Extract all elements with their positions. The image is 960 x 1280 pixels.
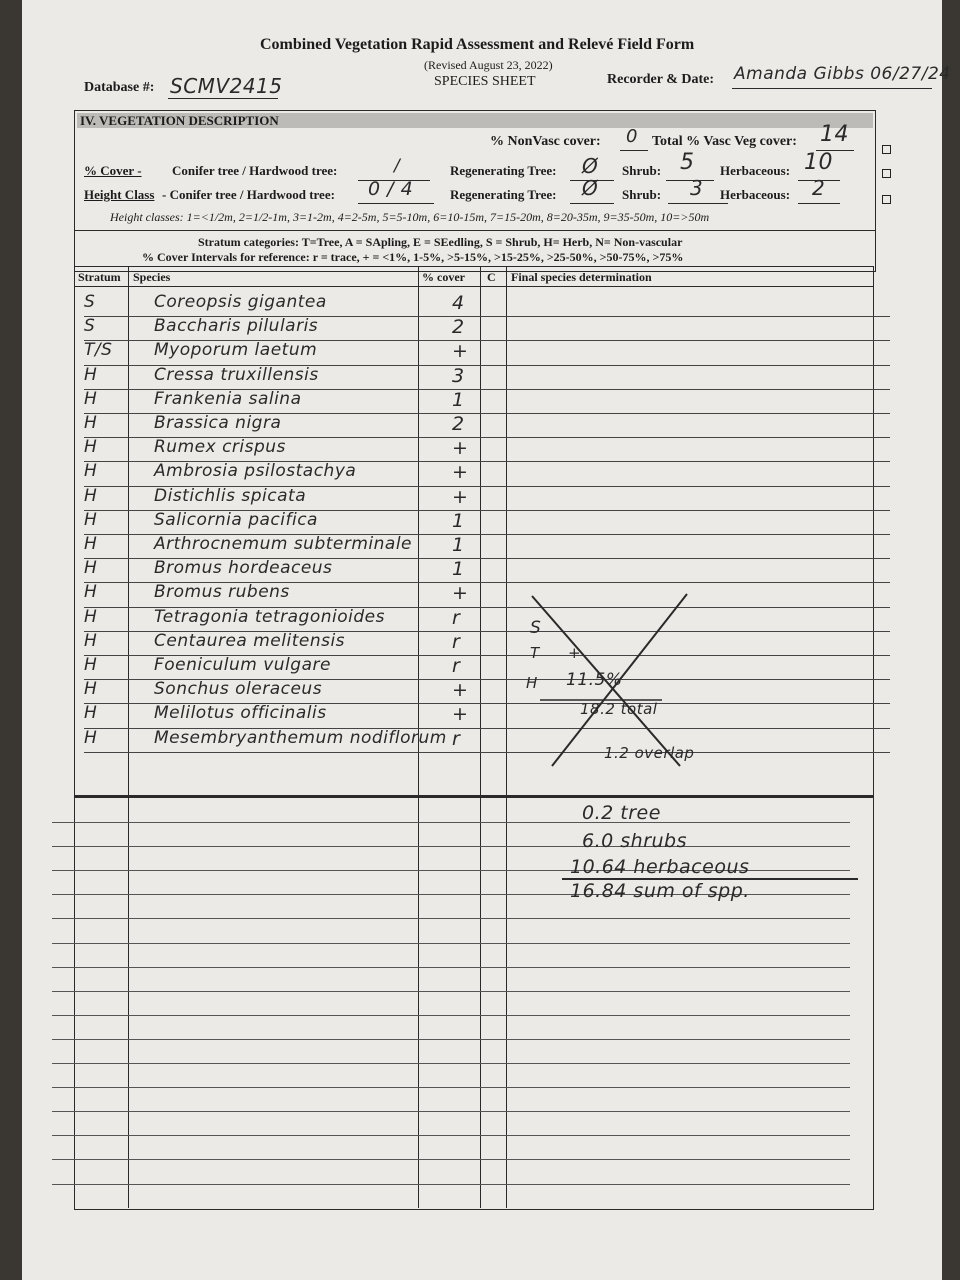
table-row[interactable] [84, 340, 890, 365]
table-row[interactable] [84, 292, 890, 317]
height-herb-label: Herbaceous: [720, 187, 791, 202]
summary-herbaceous: 10.64 herbaceous [570, 856, 750, 878]
crossed-t-val: + [568, 644, 582, 662]
species-cell[interactable]: Arthrocnemum subterminale [154, 534, 413, 554]
height-label: Height Class [84, 187, 155, 202]
cover-cell[interactable]: 4 [452, 292, 465, 314]
table-row[interactable] [84, 365, 890, 390]
stratum-cell[interactable]: H [84, 630, 98, 651]
height-conifer-value[interactable]: 0 / 4 [368, 178, 414, 200]
table-row[interactable] [84, 389, 890, 414]
form-sheet-label: SPECIES SHEET [434, 74, 536, 89]
table-row[interactable] [84, 437, 890, 462]
stratum-cell[interactable]: H [84, 679, 98, 700]
cover-label: % Cover - [84, 163, 142, 178]
empty-row[interactable] [52, 1039, 850, 1064]
total-vasc-label: Total % Vasc Veg cover: [652, 134, 797, 149]
stratum-cell[interactable]: H [84, 437, 98, 458]
cover-conifer-label: Conifer tree / Hardwood tree: [172, 163, 338, 178]
empty-row[interactable] [52, 919, 850, 944]
height-herb-value[interactable]: 2 [812, 176, 826, 200]
species-cell[interactable]: Frankenia salina [154, 388, 302, 409]
checkbox-2[interactable] [882, 169, 891, 178]
species-cell[interactable]: Myoporum laetum [154, 340, 318, 361]
empty-row[interactable] [52, 1015, 850, 1040]
cover-cell[interactable]: 1 [452, 558, 465, 581]
empty-row[interactable] [52, 1063, 850, 1088]
total-vasc-value[interactable]: 14 [820, 122, 849, 147]
nonvasc-value[interactable]: 0 [626, 126, 638, 147]
stratum-cell[interactable]: T/S [84, 340, 113, 361]
crossed-h-val: 11.5% [566, 670, 623, 690]
species-cell[interactable]: Melilotus officinalis [154, 703, 327, 724]
empty-row[interactable] [52, 967, 850, 992]
checkbox-3[interactable] [882, 195, 891, 204]
cover-regen-label: Regenerating Tree: [450, 163, 557, 178]
empty-row[interactable] [52, 943, 850, 968]
crossed-total: 18.2 total [580, 700, 658, 718]
summary-tree: 0.2 tree [582, 802, 661, 824]
cover-cell[interactable]: + [452, 437, 469, 460]
height-conifer-label: - Conifer tree / Hardwood tree: [162, 187, 335, 202]
stratum-cell[interactable]: S [84, 316, 96, 337]
empty-row[interactable] [52, 1087, 850, 1112]
species-cell[interactable]: Bromus hordeaceus [154, 558, 333, 579]
stratum-cell[interactable]: H [84, 364, 98, 385]
cover-cell[interactable]: 1 [452, 509, 465, 532]
species-cell[interactable]: Salicornia pacifica [154, 509, 318, 530]
stratum-cell[interactable]: H [84, 388, 98, 409]
stratum-categories: Stratum categories: T=Tree, A = SApling, E = SEedling, S = Shrub, H= Herb, N= Non-vascular [198, 235, 683, 249]
crossed-s: S [530, 618, 542, 638]
species-cell[interactable]: Brassica nigra [154, 413, 282, 433]
table-row[interactable] [84, 316, 890, 341]
header-stratum: Stratum [78, 270, 121, 284]
height-regen-label: Regenerating Tree: [450, 187, 557, 202]
species-cell[interactable]: Ambrosia psilostachya [154, 461, 357, 482]
empty-row[interactable] [52, 991, 850, 1016]
cover-cell[interactable]: 2 [452, 316, 465, 339]
table-row[interactable] [84, 703, 890, 728]
database-value[interactable]: SCMV2415 [170, 74, 283, 98]
cover-cell[interactable]: 2 [452, 413, 465, 435]
form-revised: (Revised August 23, 2022) [424, 58, 553, 72]
header-species: Species [133, 270, 171, 284]
recorder-value[interactable]: Amanda Gibbs 06/27/24 [734, 64, 951, 84]
table-row[interactable] [84, 510, 890, 535]
species-cell[interactable]: Centaurea melitensis [154, 630, 346, 651]
height-shrub-label: Shrub: [622, 187, 662, 202]
species-cell[interactable]: Baccharis pilularis [154, 316, 319, 337]
stratum-cell[interactable]: H [84, 606, 98, 627]
stratum-cell[interactable]: H [84, 461, 98, 482]
empty-row[interactable] [52, 1160, 850, 1185]
section-title: IV. VEGETATION DESCRIPTION [80, 113, 279, 128]
height-shrub-value[interactable]: 3 [690, 176, 704, 200]
cover-cell[interactable]: r [452, 727, 461, 750]
stratum-cell[interactable]: H [84, 582, 98, 603]
checkbox-1[interactable] [882, 145, 891, 154]
crossed-t: T [530, 644, 540, 662]
stratum-cell[interactable]: H [84, 534, 98, 554]
stratum-cell[interactable]: H [84, 703, 98, 724]
database-label: Database #: [84, 80, 155, 95]
summary-shrubs: 6.0 shrubs [582, 830, 688, 852]
species-cell[interactable]: Bromus rubens [154, 582, 290, 603]
cover-cell[interactable]: + [452, 461, 469, 484]
nonvasc-label: % NonVasc cover: [490, 134, 601, 149]
height-classes-note: Height classes: 1=<1/2m, 2=1/2-1m, 3=1-2m, 4=2-5m, 5=5-10m, 6=10-15m, 7=15-20m, 8=20-35m, 9=35-50m, 10=>50m [110, 210, 710, 224]
cover-cell[interactable]: + [452, 703, 469, 726]
empty-row[interactable] [52, 1135, 850, 1160]
cover-cell[interactable]: 1 [452, 388, 465, 411]
cover-cell[interactable]: + [452, 679, 469, 702]
species-cell[interactable]: Rumex crispus [154, 437, 286, 458]
cover-regen-value[interactable]: Ø [582, 154, 599, 178]
empty-row[interactable] [52, 822, 850, 847]
cover-cell[interactable]: 1 [452, 534, 465, 556]
table-row[interactable] [84, 558, 890, 583]
species-cell[interactable]: Tetragonia tetragonioides [154, 606, 385, 627]
cover-cell[interactable]: + [452, 340, 469, 363]
species-cell[interactable]: Coreopsis gigantea [154, 292, 327, 312]
form-sheet [22, 0, 951, 1280]
table-row[interactable] [84, 728, 890, 753]
empty-row[interactable] [52, 798, 850, 823]
cover-cell[interactable]: + [452, 582, 469, 605]
cover-shrub-label: Shrub: [622, 163, 662, 178]
height-regen-value[interactable]: Ø [582, 176, 599, 200]
species-cell[interactable]: Cressa truxillensis [154, 364, 319, 385]
summary-sum: 16.84 sum of spp. [570, 880, 750, 902]
header-c: C [487, 270, 496, 284]
stratum-cell[interactable]: H [84, 727, 98, 748]
cover-cell[interactable]: r [452, 606, 461, 629]
header-cover: % cover [422, 270, 465, 284]
species-cell[interactable]: Sonchus oleraceus [154, 679, 323, 700]
stratum-cell[interactable]: S [84, 292, 96, 312]
table-row[interactable] [84, 461, 890, 486]
recorder-label: Recorder & Date: [607, 72, 715, 87]
cover-cell[interactable]: + [452, 485, 469, 508]
crossed-h: H [526, 674, 538, 692]
table-row[interactable] [84, 582, 890, 607]
crossed-overlap: 1.2 overlap [604, 744, 695, 762]
table-row[interactable] [84, 486, 890, 511]
table-row[interactable] [84, 413, 890, 438]
stratum-cell[interactable]: H [84, 558, 98, 579]
cover-cell[interactable]: r [452, 630, 461, 653]
table-row[interactable] [84, 607, 890, 632]
table-row[interactable] [84, 631, 890, 656]
species-cell[interactable]: Foeniculum vulgare [154, 655, 331, 675]
cover-herb-value[interactable]: 10 [804, 150, 833, 175]
cover-shrub-value[interactable]: 5 [680, 150, 695, 175]
table-row[interactable] [84, 534, 890, 559]
cover-conifer-value[interactable]: / [394, 156, 401, 176]
form-title: Combined Vegetation Rapid Assessment and Relevé Field Form [260, 36, 695, 53]
species-cell[interactable]: Distichlis spicata [154, 485, 307, 506]
cover-cell[interactable]: r [452, 655, 461, 677]
empty-row[interactable] [52, 1111, 850, 1136]
table-row[interactable] [84, 679, 890, 704]
species-cell[interactable]: Mesembryanthemum nodiflorum [154, 727, 447, 748]
cover-herb-label: Herbaceous: [720, 163, 791, 178]
header-final: Final species determination [511, 270, 652, 284]
table-row[interactable] [84, 655, 890, 680]
stratum-cell[interactable]: H [84, 413, 98, 433]
cover-intervals: % Cover Intervals for reference: r = trace, + = <1%, 1-5%, >5-15%, >15-25%, >25-50%, >50-75%, >75% [142, 250, 684, 264]
cover-cell[interactable]: 3 [452, 364, 465, 387]
stratum-cell[interactable]: H [84, 485, 98, 506]
stratum-cell[interactable]: H [84, 655, 98, 675]
stratum-cell[interactable]: H [84, 509, 98, 530]
